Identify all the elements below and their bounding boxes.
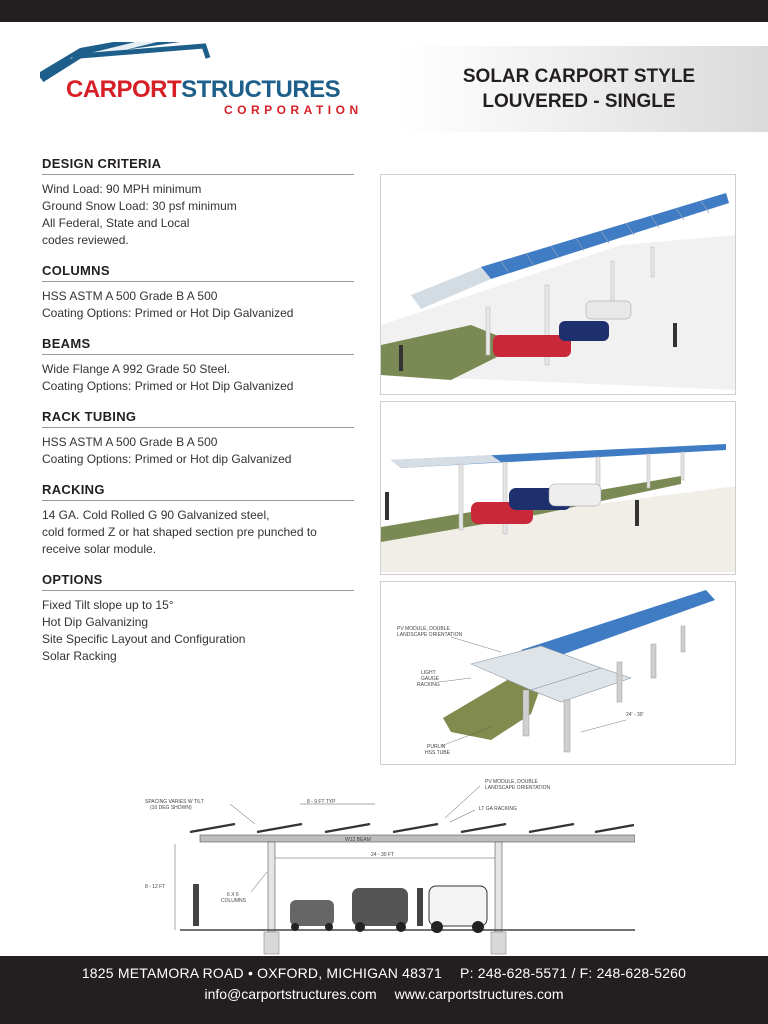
spec-line: Wind Load: 90 MPH minimum: [42, 182, 202, 196]
footer-contact-line: [0, 965, 768, 981]
label-span: 24' - 30': [626, 712, 644, 718]
label-pv: PV MODULE, DOUBLE: [485, 779, 538, 785]
spec-heading: BEAMS: [42, 336, 354, 355]
spec-line: Wide Flange A 992 Grade 50 Steel.: [42, 362, 231, 376]
spec-line: Hot Dip Galvanizing: [42, 615, 149, 629]
company-logo: [40, 42, 385, 122]
spec-line: 14 GA. Cold Rolled G 90 Galvanized steel,: [42, 508, 270, 522]
title-panel: [400, 46, 768, 132]
footer-phone: P: 248-628-5571: [460, 965, 568, 981]
spec-heading: OPTIONS: [42, 572, 354, 591]
label-pv-orientation: LANDSCAPE ORIENTATION: [397, 632, 463, 638]
label-beam: W12 BEAM: [345, 837, 371, 843]
label-typ: 8 - 9 FT TYP: [307, 799, 336, 805]
page-title-line-2: LOUVERED - SINGLE: [482, 91, 676, 112]
spec-line: Solar Racking: [42, 649, 117, 663]
spec-heading: RACK TUBING: [42, 409, 354, 428]
logo-word-carport: CARPORT: [66, 76, 182, 103]
footer-web-line: [0, 986, 768, 1002]
label-spacing: SPACING VARIES W TILT: [145, 799, 204, 805]
spec-line: Ground Snow Load: 30 psf minimum: [42, 199, 237, 213]
spec-heading: COLUMNS: [42, 263, 354, 282]
footer-website-link[interactable]: www.carportstructures.com: [394, 986, 564, 1002]
footer-address: 1825 METAMORA ROAD • OXFORD, MICHIGAN 48371: [81, 965, 443, 981]
label-racking: LT GA RACKING: [479, 806, 517, 812]
spec-line: Coating Options: Primed or Hot Dip Galvanized: [42, 379, 294, 393]
elevation-drawing: [135, 772, 635, 955]
top-bar: [0, 0, 768, 22]
logo-word-structures: STRUCTURES: [181, 76, 341, 103]
label-span: 24 - 30 FT: [371, 852, 395, 858]
column-left: [268, 842, 275, 932]
carport-render-perspective: [380, 174, 736, 395]
logo-wordmark: [66, 76, 340, 104]
carport-render-side: [380, 401, 736, 575]
spec-beams: [42, 336, 354, 395]
spec-line: Coating Options: Primed or Hot Dip Galvanized: [42, 306, 294, 320]
label-pv-module: PV MODULE, DOUBLE: [397, 626, 450, 632]
spec-line: codes reviewed.: [42, 233, 129, 247]
column-right: [495, 842, 502, 932]
spec-line: All Federal, State and Local: [42, 216, 190, 230]
spec-heading: RACKING: [42, 482, 354, 501]
label-light: LIGHT: [421, 670, 436, 676]
spec-line: cold formed Z or hat shaped section pre punched to: [42, 525, 317, 539]
label-gauge: GAUGE: [421, 676, 440, 682]
label-columns: COLUMNS: [221, 898, 247, 904]
logo-subtitle: CORPORATION: [224, 103, 363, 117]
carport-render-detail: [380, 581, 736, 765]
spec-line: receive solar module.: [42, 542, 157, 556]
spec-columns: [42, 263, 354, 322]
label-height: 8 - 12 FT: [145, 884, 166, 890]
page-title-line-1: SOLAR CARPORT STYLE: [462, 66, 696, 87]
spec-heading: DESIGN CRITERIA: [42, 156, 354, 175]
label-racking: RACKING: [417, 682, 440, 688]
label-pv-orientation: LANDSCAPE ORIENTATION: [485, 785, 551, 791]
spec-racking: [42, 482, 354, 558]
label-purlin: PURLIN: [427, 744, 446, 750]
spec-list: [42, 156, 354, 679]
label-hss-tube: HSS TUBE: [425, 750, 450, 756]
label-column-size: 6 X 6: [227, 892, 239, 898]
spec-line: Site Specific Layout and Configuration: [42, 632, 246, 646]
spec-rack-tubing: [42, 409, 354, 468]
spec-design-criteria: [42, 156, 354, 249]
spec-line: Fixed Tilt slope up to 15°: [42, 598, 174, 612]
w12-beam: [200, 835, 635, 842]
label-spacing-note: (10 DEG SHOWN): [150, 805, 192, 811]
spec-options: [42, 572, 354, 665]
footer-separator: /: [571, 965, 576, 981]
spec-line: Coating Options: Primed or Hot dip Galvanized: [42, 452, 292, 466]
footer-email-link[interactable]: info@carportstructures.com: [204, 986, 377, 1002]
spec-line: HSS ASTM A 500 Grade B A 500: [42, 289, 218, 303]
footer-fax: F: 248-628-5260: [579, 965, 687, 981]
footer: [0, 956, 768, 1024]
spec-line: HSS ASTM A 500 Grade B A 500: [42, 435, 218, 449]
